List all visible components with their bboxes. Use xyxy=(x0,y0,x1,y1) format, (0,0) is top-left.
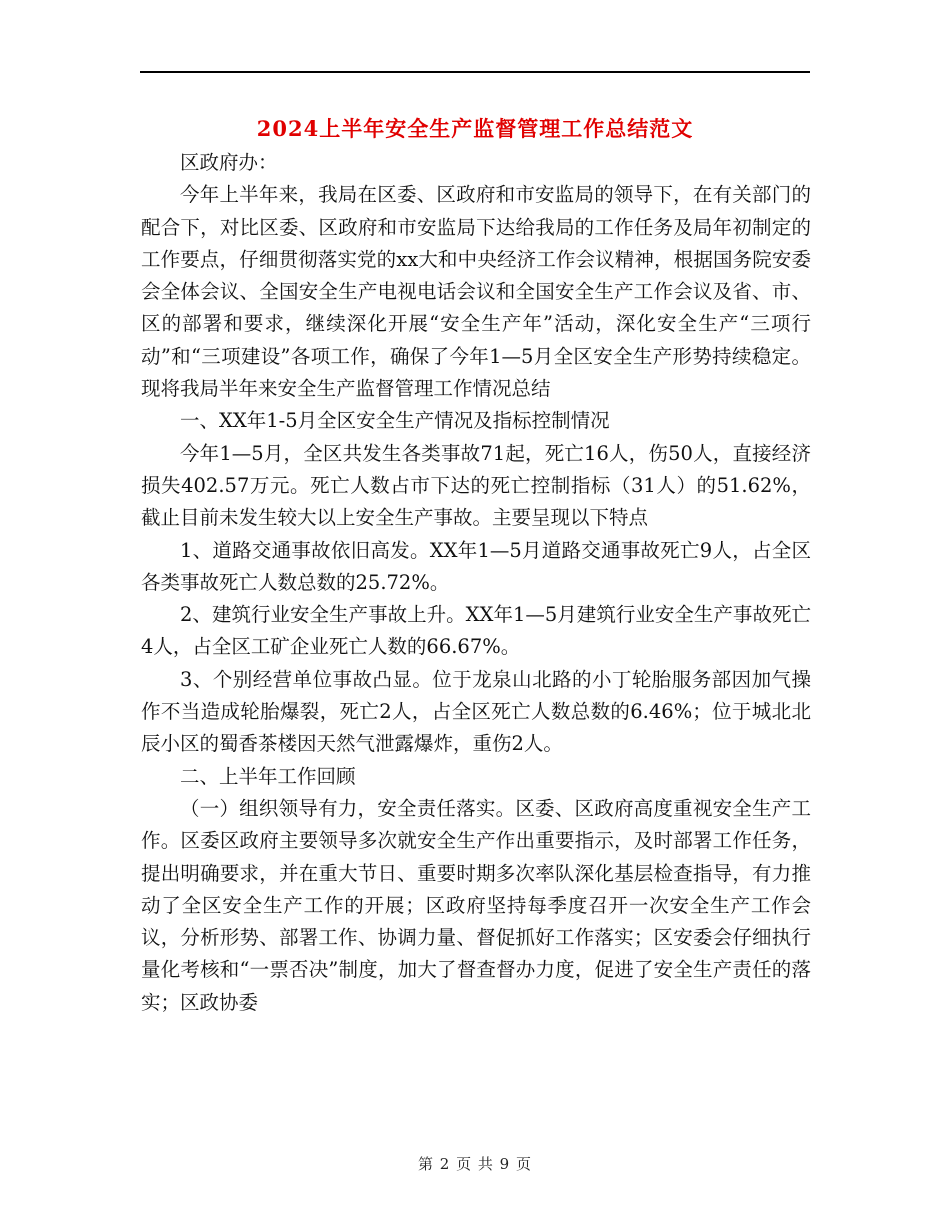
review-paragraph-1: （一）组织领导有力，安全责任落实。区委、区政府高度重视安全生产工作。区委区政府主要领导多次就安全生产作出重要指示，及时部署工作任务，提出明确要求，并在重大节日、重要时期多次率队深化基层检查指导，有力推动了全区安全生产工作的开展；区政府坚持每季度召开一次安全生产工作会议，分析形势、部署工作、协调力量、督促抓好工作落实；区安委会仔细执行量化考核和“一票否决”制度，加大了督查督办力度，促进了安全生产责任的落实；区政协委 xyxy=(141,796,811,1014)
document-title: 2024上半年安全生产监督管理工作总结范文 xyxy=(256,116,694,141)
feature-item-2: 2、建筑行业安全生产事故上升。XX年1—5月建筑行业安全生产事故死亡4人，占全区工矿企业死亡人数的66.67%。 xyxy=(141,603,811,659)
document-body xyxy=(141,147,811,1019)
header-rule xyxy=(140,71,810,73)
salutation: 区政府办： xyxy=(180,151,278,174)
intro-paragraph: 今年上半年来，我局在区委、区政府和市安监局的领导下，在有关部门的配合下，对比区委、区政府和市安监局下达给我局的工作任务及局年初制定的工作要点，仔细贯彻落实党的xx大和中央经济工作会议精神，根据国务院安委会全体会议、全国安全生产电视电话会议和全国安全生产工作会议及省、市、区的部署和要求，继续深化开展“安全生产年”活动，深化安全生产“三项行动”和“三项建设”各项工作，确保了今年1—5月全区安全生产形势持续稳定。现将我局半年来安全生产监督管理工作情况总结 xyxy=(141,183,811,401)
statistics-paragraph: 今年1—5月，全区共发生各类事故71起，死亡16人，伤50人，直接经济损失402.57万元。死亡人数占市下达的死亡控制指标（31人）的51.62%，截止目前未发生较大以上安全生产事故。主要呈现以下特点 xyxy=(141,441,811,530)
section-heading-2: 二、上半年工作回顾 xyxy=(180,764,356,788)
feature-item-1: 1、道路交通事故依旧高发。XX年1—5月道路交通事故死亡9人，占全区各类事故死亡人数总数的25.72%。 xyxy=(141,538,811,594)
section-heading-1: 一、XX年1-5月全区安全生产情况及指标控制情况 xyxy=(180,409,610,433)
page-number: 第 2 页 共 9 页 xyxy=(418,1155,532,1173)
feature-item-3: 3、个别经营单位事故凸显。位于龙泉山北路的小丁轮胎服务部因加气操作不当造成轮胎爆裂，死亡2人，占全区死亡人数总数的6.46%；位于城北北辰小区的蜀香茶楼因天然气泄露爆炸，重伤2人。 xyxy=(141,667,811,756)
